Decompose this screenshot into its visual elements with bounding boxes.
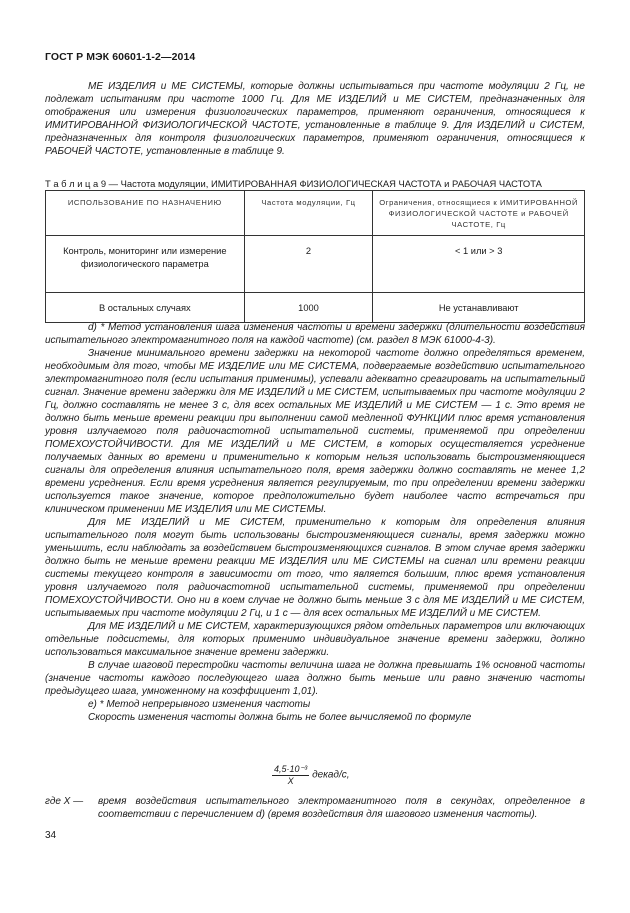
formula-numerator: 4,5·10⁻³ xyxy=(274,764,308,774)
table-header-row xyxy=(46,191,585,236)
standard-header: ГОСТ Р МЭК 60601-1-2—2014 xyxy=(45,51,196,63)
formula-fraction xyxy=(272,764,309,786)
where-text: время воздействия испытательного электромагнитного поля в секундах, определенное в соответствии с перечислением d) (время воздействия для шагового изменения частоты). xyxy=(98,796,585,820)
page-number: 34 xyxy=(45,830,57,841)
intro-text: МЕ ИЗДЕЛИЯ и МЕ СИСТЕМЫ, которые должны испытываться при частоте модуляции 2 Гц, не подлежат испытаниям при частоте 1000 Гц. Для МЕ ИЗДЕЛИЙ и МЕ СИСТЕМ, предназначенных для отображения или измерения физиологических параметров, применяют ограничения, относящиеся к ИМИТИРОВАННОЙ ФИЗИОЛОГИЧЕСКОЙ ЧАСТОТЕ, установленные в таблице 9. Для ИЗДЕЛИЙ и СИСТЕМ, предназначенных для контроля физиологических параметров, применяют ограничения, относящиеся к РАБОЧЕЙ ЧАСТОТЕ, установленные в таблице 9. xyxy=(45,81,585,157)
cell-restriction: < 1 или > 3 xyxy=(373,236,585,293)
sweep-rate-formula xyxy=(272,764,350,786)
formula-unit: декад/с, xyxy=(312,769,350,781)
header-restrictions: Ограничения, относящиеся к ИМИТИРОВАННОЙ ФИЗИОЛОГИЧЕСКОЙ ЧАСТОТЕ и РАБОЧЕЙ ЧАСТОТЕ, Гц xyxy=(373,191,585,236)
cell-use: Контроль, мониторинг или измерение физиологического параметра xyxy=(46,236,245,293)
table-row xyxy=(46,293,585,323)
item-d: d) * Метод установления шага изменения частоты и времени задержки (длительности воздействия испытательного электромагнитного поля на каждой частоте) (см. раздел 8 МЭК 61000-4-3). xyxy=(45,322,585,346)
paragraph-delay-time: Значение минимального времени задержки на некоторой частоте должно определяться временем, необходимым для того, чтобы МЕ ИЗДЕЛИЕ или МЕ СИСТЕМА, подвергаемые воздействию испытательного электромагнитного поля (если испытания применимы), успевали адекватно среагировать на испытательный сигнал. Значение времени задержки для МЕ ИЗДЕЛИЙ и МЕ СИСТЕМ, испытываемых при частоте модуляции 2 Гц, должно составлять не менее 3 с, для всех остальных МЕ ИЗДЕЛИЙ и МЕ СИСТЕМ — 1 с. Это время не должно быть меньше времени реакции при выполнении самой медленной ФУНКЦИИ плюс время установления уровня излучаемого поля радиочастотной испытательной системы, применяемой при определении ПОМЕХОУСТОЙЧИВОСТИ. Для МЕ ИЗДЕЛИЙ и МЕ СИСТЕМ, в которых осуществляется усреднение получаемых данных во времени и применительно к которым нельзя использовать быстроизменяющиеся сигналы для определения влияния испытательного поля, время задержки должно составлять не менее 1,2 времени усреднения. Если время усреднения является регулируемым, то при определении времени задержки используется такое значение, которое предположительно будет наиболее часто встречаться при клиническом применении МЕ ИЗДЕЛИЯ или МЕ СИСТЕМЫ. xyxy=(45,348,585,515)
table-caption: Т а б л и ц а 9 — Частота модуляции, ИМИТИРОВАННАЯ ФИЗИОЛОГИЧЕСКАЯ ЧАСТОТА и РАБОЧАЯ ЧАСТОТА xyxy=(45,178,542,189)
cell-frequency: 1000 xyxy=(244,293,373,323)
paragraph-rate: Скорость изменения частоты должна быть не более вычисляемой по формуле xyxy=(88,712,472,723)
paragraph-max-delay: Для МЕ ИЗДЕЛИЙ и МЕ СИСТЕМ, характеризующихся рядом отдельных параметров или включающих отдельные подсистемы, для которых применимо индивидуальное значение времени задержки, должно использоваться максимальное значение времени задержки. xyxy=(45,621,585,658)
item-e: e) * Метод непрерывного изменения частоты xyxy=(88,699,311,710)
table-row xyxy=(46,236,585,293)
cell-use: В остальных случаях xyxy=(46,293,245,323)
formula-denominator: X xyxy=(287,776,294,786)
table-9 xyxy=(45,190,585,323)
header-intended-use: ИСПОЛЬЗОВАНИЕ ПО НАЗНАЧЕНИЮ xyxy=(46,191,245,236)
body-text xyxy=(45,321,585,724)
paragraph-fast-signals: Для МЕ ИЗДЕЛИЙ и МЕ СИСТЕМ, применительно к которым для определения влияния испытательного поля могут быть использованы быстроизменяющиеся сигналы, время задержки можно уменьшить, если наблюдать за воздействием быстроизменяющихся сигналов. В этом случае время задержки должно быть не меньше времени реакции МЕ ИЗДЕЛИЯ или МЕ СИСТЕМЫ на сигнал или времени реакции системы текущего контроля в зависимости от того, что является большим, плюс время установления уровня излучаемого поля радиочастотной испытательной системы, применяемой при определении ПОМЕХОУСТОЙЧИВОСТИ. Оно ни в коем случае не должно быть меньше 3 с для МЕ ИЗДЕЛИЙ и МЕ СИСТЕМ, испытываемых при частоте модуляции 2 Гц, и 1 с — для всех остальных МЕ ИЗДЕЛИЙ и МЕ СИСТЕМ. xyxy=(45,517,585,619)
where-label: где X — xyxy=(45,796,84,807)
intro-paragraph xyxy=(45,80,585,158)
header-modulation-frequency: Частота модуляции, Гц xyxy=(244,191,373,236)
cell-restriction: Не устанавливают xyxy=(373,293,585,323)
variable-definition xyxy=(45,795,585,821)
paragraph-step-size: В случае шаговой перестройки частоты величина шага не должна превышать 1% основной частоты (значение частоты каждого последующего шага должно быть меньше или равно значению частоты предыдущего шага, умноженному на коэффициент 1,01). xyxy=(45,660,585,697)
cell-frequency: 2 xyxy=(244,236,373,293)
